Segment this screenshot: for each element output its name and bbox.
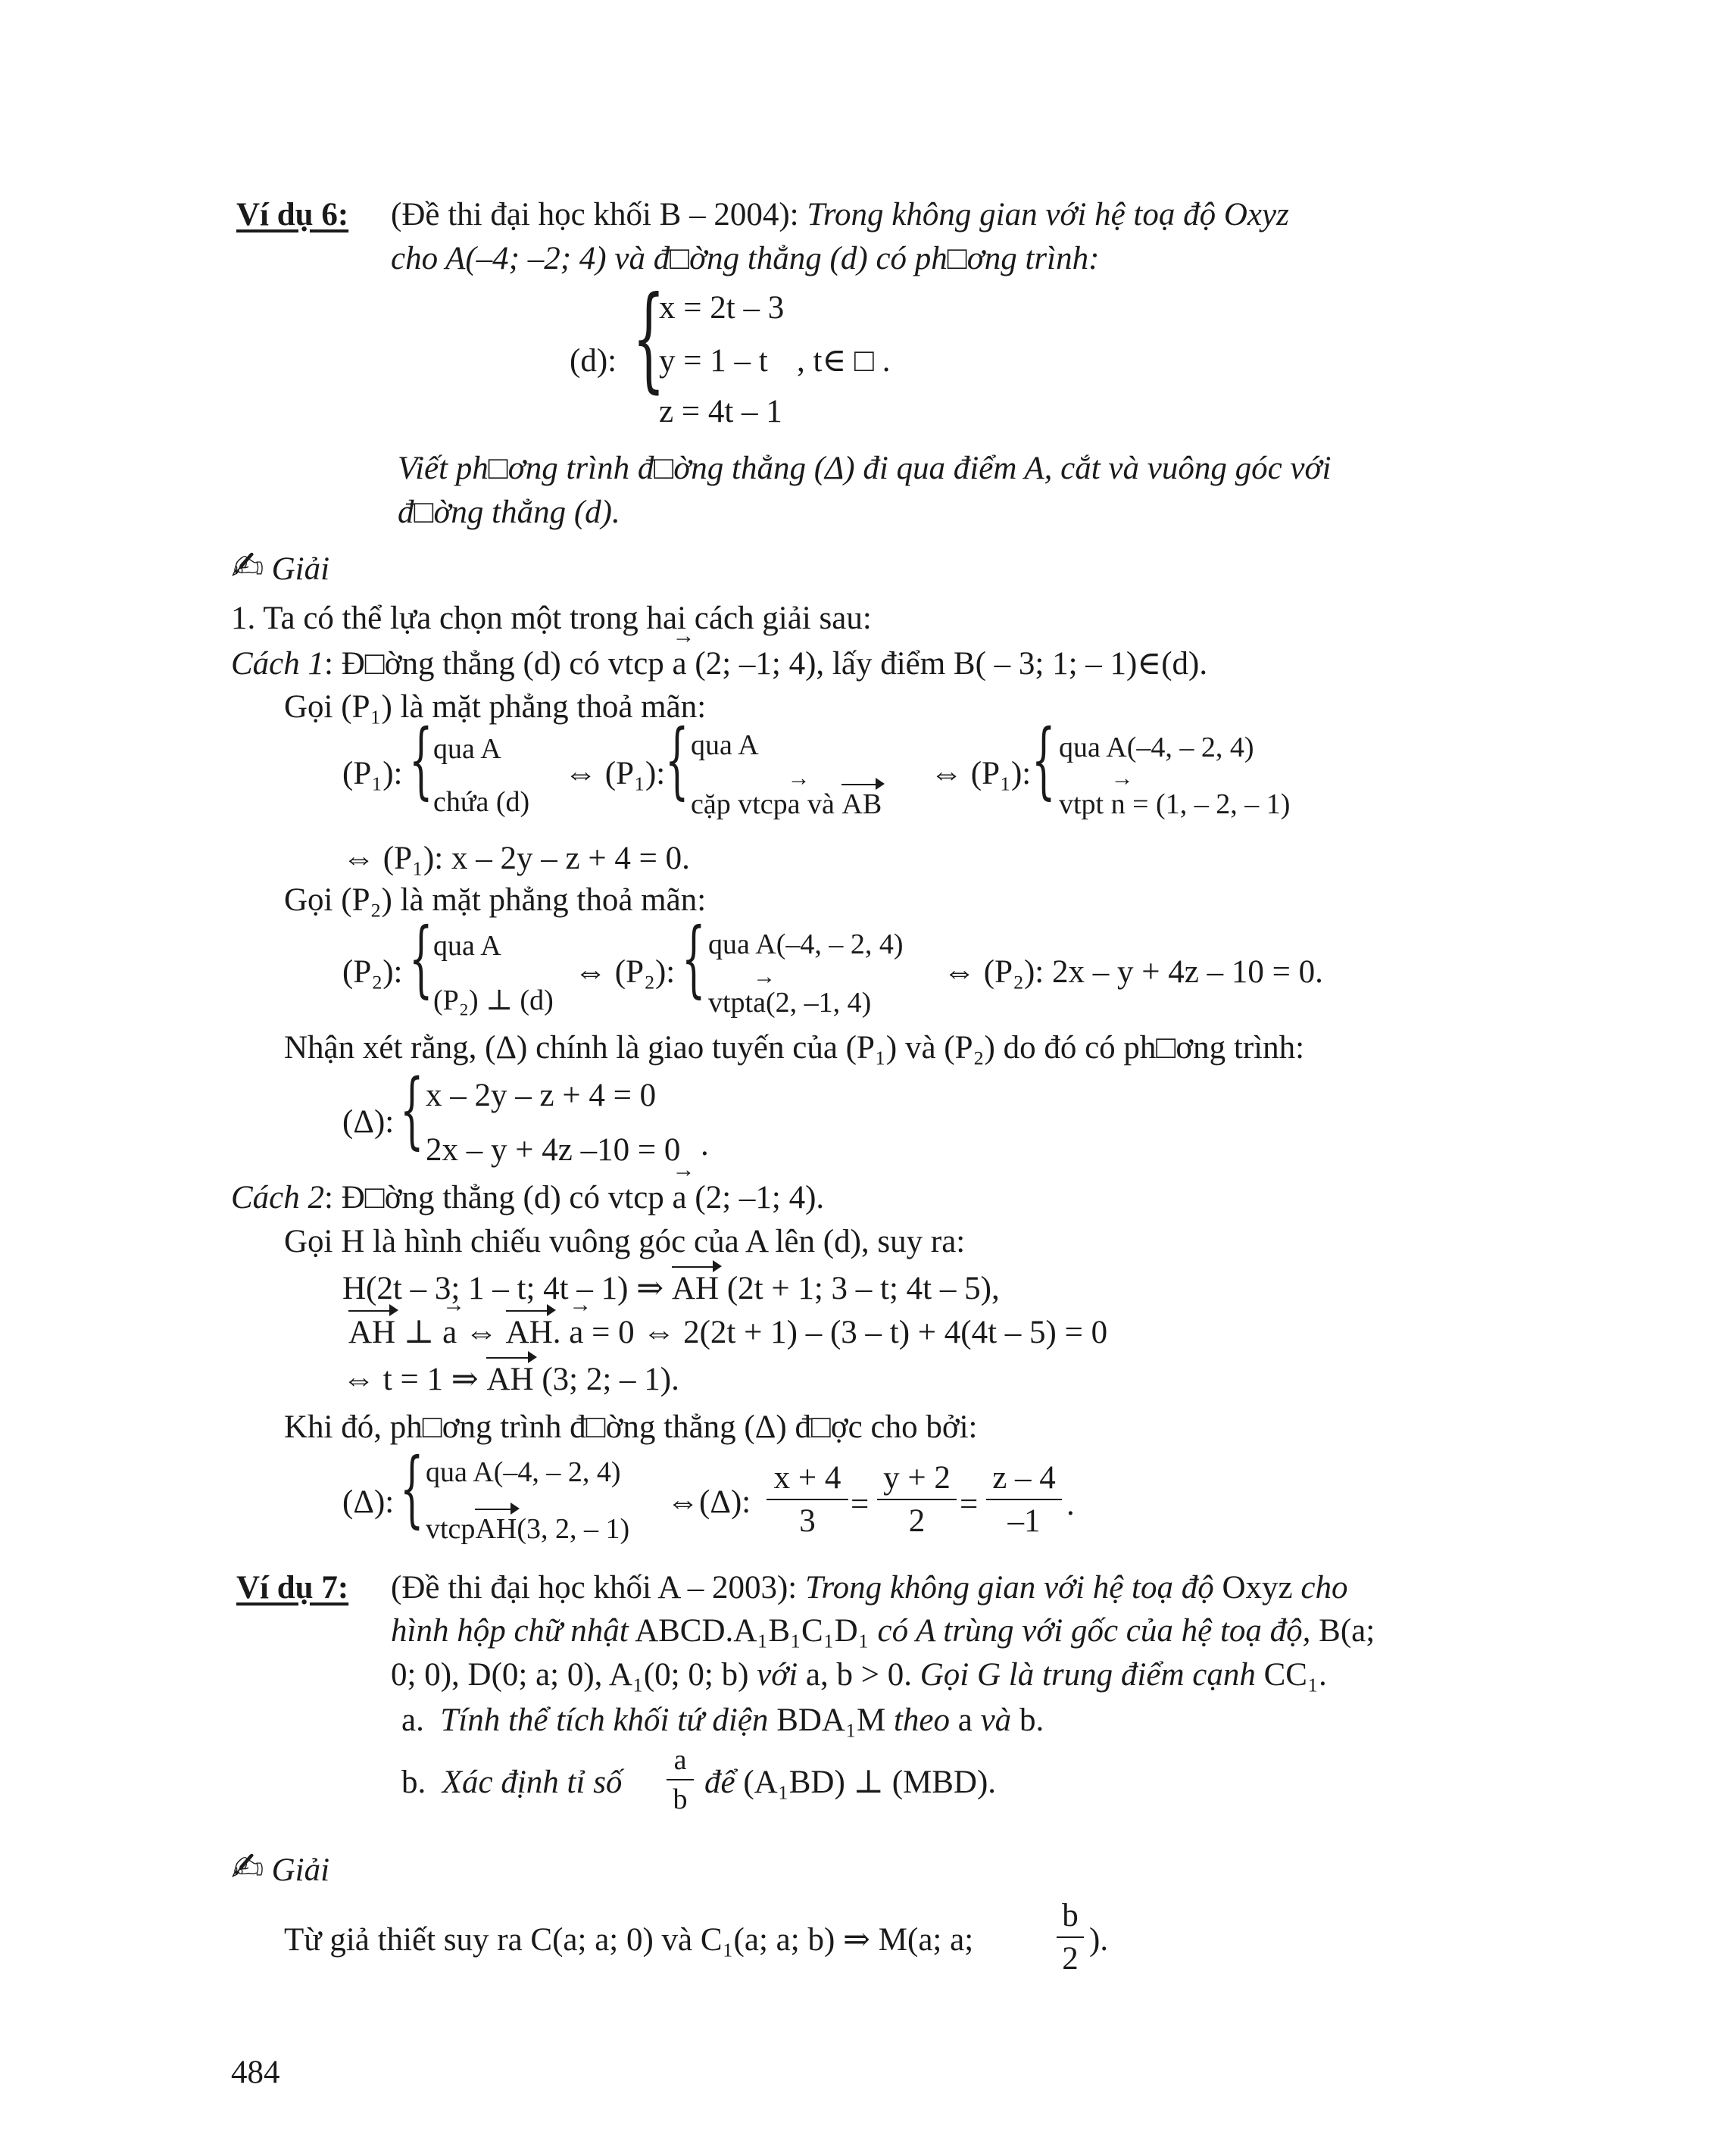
p1-sysB-1: qua A bbox=[691, 729, 759, 761]
example6-label: Ví dụ 6: bbox=[236, 197, 349, 232]
example7-l2-n1: ABCD.A₁B₁C₁D₁ bbox=[635, 1613, 870, 1649]
example7-l3-it2: Gọi G là trung điểm cạnh bbox=[920, 1657, 1256, 1693]
example7-l1 bbox=[391, 1571, 1347, 1604]
h-line2-perp: ⊥ bbox=[403, 1315, 435, 1350]
p1-sysA-1: qua A bbox=[433, 733, 501, 765]
p2-iff1: ⇔ (P₂): bbox=[574, 954, 676, 990]
qa-n2: a bbox=[957, 1702, 973, 1738]
p1-sysC-2a: vtpt bbox=[1059, 788, 1104, 820]
frac3-num: z – 4 bbox=[992, 1460, 1056, 1496]
method1-remark: Nhận xét rằng, (Δ) chính là giao tuyến của (P₁) và (P₂) do đó có ph□ơng trình: bbox=[284, 1030, 1305, 1066]
method2-text-a: : Đ□ờng thẳng (d) có vtcp bbox=[324, 1180, 664, 1215]
solution7-frac bbox=[1057, 1899, 1084, 1975]
method1-label: Cách 1 bbox=[231, 646, 325, 682]
vector-a: a → bbox=[788, 790, 801, 819]
example7-l1-n: Oxyz bbox=[1222, 1570, 1293, 1606]
d-eq2: y = 1 – t bbox=[659, 343, 768, 379]
solution7-frac-num: b bbox=[1062, 1898, 1079, 1933]
example6-source: (Đề thi đại học khối B – 2004): bbox=[391, 197, 799, 232]
p2-sysA-brace: { bbox=[409, 910, 433, 1006]
h-line2-d: = 0 ⇔ 2(2t + 1) – (3 – t) + 4(4t – 5) = 0 bbox=[592, 1315, 1108, 1350]
page-number: 484 bbox=[231, 2055, 280, 2090]
h-line1-b: (2t + 1; 3 – t; 4t – 5), bbox=[726, 1271, 1000, 1306]
solution6-heading bbox=[231, 544, 330, 589]
example7-l2-it1: hình hộp chữ nhật bbox=[391, 1613, 629, 1649]
example7-header bbox=[236, 1571, 348, 1604]
example7-qa bbox=[401, 1704, 1044, 1737]
h-line3-a: ⇔ t = 1 ⇒ bbox=[342, 1362, 479, 1397]
delta-end: . bbox=[701, 1127, 709, 1162]
h-line2-dot: . bbox=[552, 1315, 561, 1350]
final-eq1: = bbox=[851, 1487, 870, 1522]
p1-intro: Gọi (P₁) là mặt phẳng thoả mãn: bbox=[284, 689, 707, 725]
d-param: , t∈ □ . bbox=[797, 343, 891, 379]
p1-sysB-brace: { bbox=[665, 711, 689, 808]
qb-it1: Xác định tỉ số bbox=[442, 1765, 623, 1800]
p1-sysA-2: chứa (d) bbox=[433, 786, 530, 818]
method2-line1 bbox=[231, 1181, 824, 1214]
qb-it2: để bbox=[704, 1765, 735, 1800]
method2-label: Cách 2 bbox=[231, 1180, 325, 1215]
p1-sysB-2 bbox=[691, 790, 882, 819]
h-line3 bbox=[342, 1363, 679, 1396]
solution7-line1: Từ giả thiết suy ra C(a; a; 0) và C₁(a; a; b) ⇒ M(a; a; bbox=[284, 1922, 974, 1958]
p2-result: ⇔ (P₂): 2x – y + 4z – 10 = 0. bbox=[943, 954, 1323, 990]
qb-n1: (A₁BD) ⊥ (MBD). bbox=[743, 1765, 997, 1800]
vector-a: a → bbox=[442, 1316, 457, 1349]
vector-a: a → bbox=[673, 648, 687, 680]
writing-hand-icon: ✍ bbox=[231, 544, 264, 589]
h-line2-iff: ⇔ bbox=[464, 1315, 498, 1350]
p2-sysB-2 bbox=[708, 988, 871, 1017]
p1-sysB-2c: và bbox=[807, 788, 835, 820]
final-frac2 bbox=[877, 1462, 957, 1537]
solution7-frac-den: 2 bbox=[1062, 1941, 1079, 1977]
vector-ah: AH bbox=[486, 1362, 534, 1397]
example7-l3-n3: CC₁. bbox=[1263, 1657, 1327, 1693]
vector-a: a → bbox=[753, 988, 766, 1017]
p2-sysB-2c: (2, –1, 4) bbox=[766, 987, 872, 1019]
frac1-den: 3 bbox=[799, 1503, 816, 1539]
example6-question-l1: Viết ph□ơng trình đ□ờng thẳng (Δ) đi qua điểm A, cắt và vuông góc với bbox=[398, 451, 1332, 486]
final-end: . bbox=[1066, 1487, 1075, 1522]
qa-n3: b. bbox=[1019, 1702, 1044, 1738]
p1-sysC-brace: { bbox=[1032, 711, 1056, 808]
vector-ah: AH bbox=[671, 1271, 720, 1306]
delta-eq1: x – 2y – z + 4 = 0 bbox=[426, 1078, 657, 1113]
qa-n1: BDA₁M bbox=[776, 1702, 886, 1738]
p2-sysA-label: (P₂): bbox=[342, 954, 403, 990]
solution7-heading bbox=[231, 1845, 330, 1890]
p2-sysB-1: qua A(–4, – 2, 4) bbox=[708, 928, 904, 960]
qa-label: a. bbox=[401, 1702, 424, 1738]
qb-frac bbox=[667, 1746, 694, 1814]
example7-l3 bbox=[391, 1659, 1327, 1691]
h-line1 bbox=[342, 1272, 1000, 1305]
example7-qb-rest bbox=[704, 1766, 996, 1799]
p1-sysB-2a: cặp vtcp bbox=[691, 788, 788, 820]
p2-sysA-2: (P₂) ⊥ (d) bbox=[433, 985, 554, 1016]
final-eq2: = bbox=[960, 1487, 979, 1522]
final-1: qua A(–4, – 2, 4) bbox=[426, 1456, 621, 1488]
example7-source: (Đề thi đại học khối A – 2003): bbox=[391, 1570, 798, 1606]
vector-ah: AH bbox=[505, 1315, 553, 1350]
vector-ah: AH bbox=[475, 1513, 517, 1545]
delta-label: (Δ): bbox=[342, 1104, 395, 1140]
h-intro: Gọi H là hình chiếu vuông góc của A lên (d), suy ra: bbox=[284, 1224, 966, 1259]
method1-text-a: : Đ□ờng thẳng (d) có vtcp bbox=[324, 646, 664, 682]
example7-l2-it2: có A trùng với gốc của hệ toạ độ, bbox=[877, 1613, 1311, 1649]
vector-a: a → bbox=[569, 1316, 583, 1349]
example7-label: Ví dụ 7: bbox=[236, 1570, 349, 1606]
h-line3-b: (3; 2; – 1). bbox=[542, 1362, 679, 1397]
final-2 bbox=[426, 1515, 629, 1543]
frac3-den: –1 bbox=[1007, 1503, 1041, 1539]
d-eq1: x = 2t – 3 bbox=[659, 290, 785, 326]
p1-sysC-2 bbox=[1059, 790, 1290, 819]
final-iff: ⇔(Δ): bbox=[667, 1484, 751, 1520]
h-line2 bbox=[348, 1316, 1107, 1349]
p2-sysA-1: qua A bbox=[433, 930, 501, 962]
final-label: (Δ): bbox=[342, 1484, 395, 1520]
example7-qb bbox=[401, 1766, 622, 1799]
example6-statement-l1-text: Trong không gian với hệ toạ độ Oxyz bbox=[807, 197, 1289, 232]
qa-it1: Tính thể tích khối tứ diện bbox=[440, 1702, 769, 1738]
solution7-line1-end: ). bbox=[1089, 1922, 1109, 1958]
p2-intro: Gọi (P₂) là mặt phẳng thoả mãn: bbox=[284, 882, 707, 918]
writing-hand-icon: ✍ bbox=[231, 1845, 264, 1890]
final-brace: { bbox=[400, 1440, 424, 1537]
qb-frac-den: b bbox=[673, 1783, 688, 1815]
qa-it3: và bbox=[980, 1702, 1012, 1738]
final-frac1 bbox=[767, 1462, 848, 1537]
frac1-num: x + 4 bbox=[773, 1460, 841, 1496]
example7-l3-n2: a, b > 0. bbox=[805, 1657, 912, 1693]
method1-text-b: (2; –1; 4), lấy điểm B( – 3; 1; – 1)∈(d). bbox=[695, 646, 1208, 682]
method2-conclusion: Khi đó, ph□ơng trình đ□ờng thẳng (Δ) đ□ợc cho bởi: bbox=[284, 1409, 978, 1445]
example7-l1-it: Trong không gian với hệ toạ độ bbox=[805, 1570, 1214, 1606]
solution6-heading-text: Giải bbox=[271, 551, 330, 587]
frac2-num: y + 2 bbox=[883, 1460, 951, 1496]
vector-a: a → bbox=[673, 1181, 687, 1214]
p1-iff2: ⇔ (P₁): bbox=[930, 756, 1032, 791]
p2-sysB-2a: vtpt bbox=[708, 987, 754, 1019]
example7-l1-it2: cho bbox=[1300, 1570, 1348, 1606]
p1-sysC-1: qua A(–4, – 2, 4) bbox=[1059, 732, 1254, 763]
method1-line1 bbox=[231, 648, 1207, 680]
qb-label: b. bbox=[401, 1765, 426, 1800]
example7-l3-it1: với bbox=[757, 1657, 798, 1693]
qb-frac-num: a bbox=[673, 1744, 687, 1776]
vector-ah: AH bbox=[348, 1315, 396, 1350]
example7-l3-n1: 0; 0), D(0; a; 0), A₁(0; 0; b) bbox=[391, 1657, 749, 1693]
final-2c: (3, 2, – 1) bbox=[517, 1513, 630, 1545]
p1-sysC-2c: = (1, – 2, – 1) bbox=[1132, 788, 1291, 820]
final-frac3 bbox=[986, 1462, 1062, 1537]
h-line1-a: H(2t – 3; 1 – t; 4t – 1) ⇒ bbox=[342, 1271, 664, 1306]
p1-result: ⇔ (P₁): x – 2y – z + 4 = 0. bbox=[342, 841, 690, 876]
example6-question-l2: đ□ờng thẳng (d). bbox=[398, 495, 620, 530]
p1-sysA-label: (P₁): bbox=[342, 756, 403, 791]
p2-sysB-brace: { bbox=[682, 910, 706, 1006]
p1-sysA-brace: { bbox=[409, 711, 433, 808]
final-2a: vtcp bbox=[426, 1513, 476, 1545]
vector-n: n → bbox=[1111, 790, 1126, 819]
example6-statement-l1 bbox=[391, 198, 1289, 231]
method2-text-b: (2; –1; 4). bbox=[695, 1180, 825, 1215]
d-system-label: (d): bbox=[570, 343, 617, 379]
solution7-heading-text: Giải bbox=[271, 1852, 330, 1888]
d-eq3: z = 4t – 1 bbox=[659, 394, 782, 429]
p1-iff1: ⇔ (P₁): bbox=[564, 756, 666, 791]
frac2-den: 2 bbox=[908, 1503, 926, 1539]
d-system-brace: { bbox=[632, 273, 665, 404]
example6-header bbox=[236, 198, 348, 231]
example7-l2-n2: B(a; bbox=[1319, 1613, 1375, 1649]
delta-brace: { bbox=[400, 1061, 424, 1158]
example6-statement-l2: cho A(–4; –2; 4) và đ□ờng thẳng (d) có ph□ơng trình: bbox=[391, 241, 1100, 276]
solution6-intro: 1. Ta có thể lựa chọn một trong hai cách giải sau: bbox=[231, 601, 872, 636]
qa-it2: theo bbox=[893, 1702, 950, 1738]
vector-ab: AB bbox=[841, 788, 882, 820]
delta-eq2: 2x – y + 4z –10 = 0 bbox=[426, 1132, 681, 1168]
example7-l2 bbox=[391, 1615, 1375, 1647]
